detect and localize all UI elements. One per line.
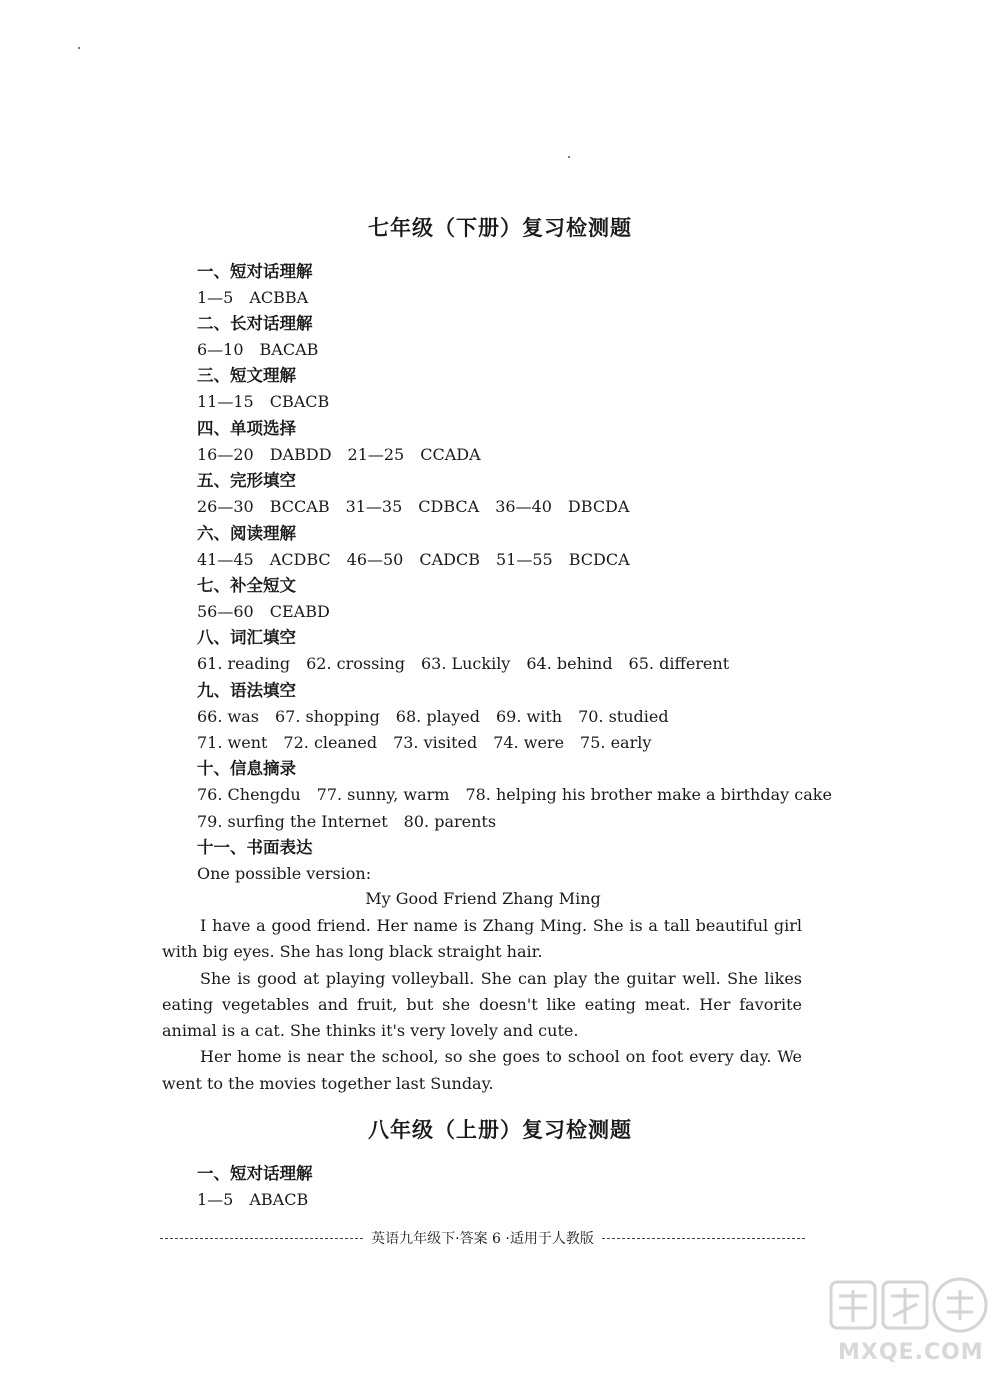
answer-line: 6—10 BACAB xyxy=(197,340,319,359)
essay-paragraph: Her home is near the school, so she goes to school on foot every day. We went to the movies together last Sunday. xyxy=(162,1047,802,1093)
answer-line: 71. went 72. cleaned 73. visited 74. were 75. early xyxy=(197,733,652,752)
answer-line: 26—30 BCCAB 31—35 CDBCA 36—40 DBCDA xyxy=(197,497,630,516)
part11-heading: 十一、书面表达 xyxy=(197,838,313,857)
part10-heading: 十、信息摘录 xyxy=(197,759,296,778)
essay-paragraph: She is good at playing volleyball. She can play the guitar well. She likes eating vegetables and fruit, but she doesn't like eating meat. Her favorite animal is a cat. She thinks it's very lovely and cute. xyxy=(162,968,802,1041)
answer-line: 56—60 CEABD xyxy=(197,602,330,621)
answer-line: 79. surfing the Internet 80. parents xyxy=(197,812,497,831)
section2-part1-heading: 一、短对话理解 xyxy=(197,1164,313,1183)
essay-body xyxy=(162,913,802,1097)
answer-line: 11—15 CBACB xyxy=(197,392,330,411)
answer-line: 1—5 ACBBA xyxy=(197,288,309,307)
scan-speck xyxy=(568,156,570,158)
answer-line: 66. was 67. shopping 68. played 69. with 70. studied xyxy=(197,707,669,726)
watermark-logo-icon xyxy=(825,1272,995,1342)
part4-heading: 四、单项选择 xyxy=(197,419,296,438)
footer-divider xyxy=(602,1238,805,1239)
part2-heading: 二、长对话理解 xyxy=(197,314,313,333)
part8-heading: 八、词汇填空 xyxy=(197,628,296,647)
scan-speck xyxy=(78,47,80,49)
watermark-domain: MXQE.COM xyxy=(838,1340,984,1365)
answer-line: 61. reading 62. crossing 63. Luckily 64. behind 65. different xyxy=(197,654,730,673)
part9-heading: 九、语法填空 xyxy=(197,681,296,700)
footer-divider xyxy=(160,1238,363,1239)
part7-heading: 七、补全短文 xyxy=(197,576,296,595)
section2-title: 八年级（上册）复习检测题 xyxy=(368,1117,632,1142)
answer-line: 76. Chengdu 77. sunny, warm 78. helping his brother make a birthday cake xyxy=(197,785,832,804)
answer-line: 16—20 DABDD 21—25 CCADA xyxy=(197,445,481,464)
part3-heading: 三、短文理解 xyxy=(197,366,296,385)
section1-title: 七年级（下册）复习检测题 xyxy=(368,215,632,240)
answer-line: 1—5 ABACB xyxy=(197,1190,309,1209)
answer-line: 41—45 ACDBC 46—50 CADCB 51—55 BCDCA xyxy=(197,550,630,569)
part1-heading: 一、短对话理解 xyxy=(197,262,313,281)
essay-intro: One possible version: xyxy=(197,864,372,883)
part5-heading: 五、完形填空 xyxy=(197,471,296,490)
essay-title: My Good Friend Zhang Ming xyxy=(365,889,601,908)
part6-heading: 六、阅读理解 xyxy=(197,524,296,543)
essay-paragraph: I have a good friend. Her name is Zhang Ming. She is a tall beautiful girl with big eyes. She has long black straight hair. xyxy=(162,916,802,962)
page-footer xyxy=(160,1227,805,1249)
footer-text: 英语九年级下·答案 6 ·适用于人教版 xyxy=(371,1231,594,1247)
